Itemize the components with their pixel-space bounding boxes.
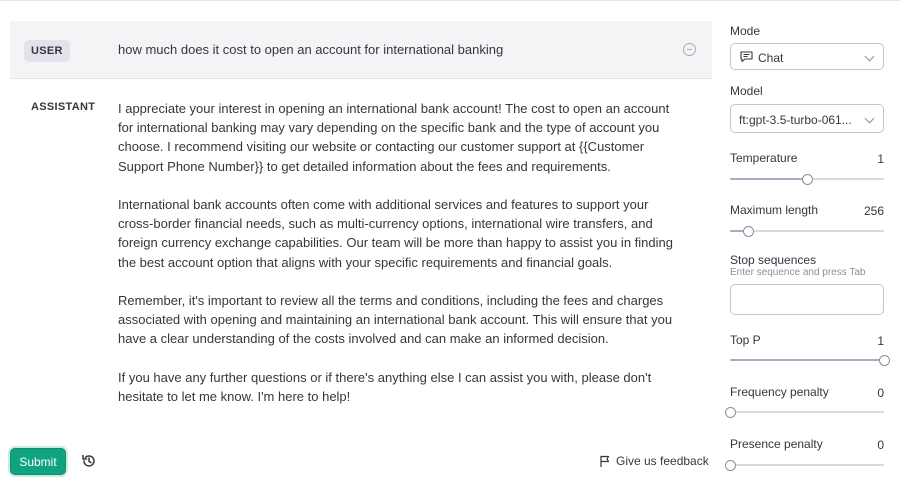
user-message-text[interactable]: how much does it cost to open an account for international banking xyxy=(118,42,504,57)
assistant-paragraph: If you have any further questions or if there's anything else I can assist you with, please don't hesitate to let me know. I'm here to help! xyxy=(118,369,652,404)
history-icon[interactable] xyxy=(81,453,97,469)
assistant-paragraph: I appreciate your interest in opening an international bank account! The cost to open an account for international banking may vary depending on the specific bank and the type of account you choose. I recommend visiting our website or contacting our customer support at {{Customer Support Phone Number}} to get detailed information about the fees and requirements. xyxy=(118,101,670,174)
feedback-link[interactable] xyxy=(599,454,709,468)
top-p-label: Top P xyxy=(730,333,761,347)
mode-select[interactable] xyxy=(730,43,884,70)
flag-icon xyxy=(599,455,611,468)
max-length-slider[interactable] xyxy=(730,225,884,237)
chat-panel xyxy=(10,21,712,441)
submit-button[interactable]: Submit xyxy=(10,448,66,475)
max-length-value[interactable]: 256 xyxy=(863,204,884,218)
stop-sequences-label: Stop sequences xyxy=(730,253,817,267)
model-select[interactable] xyxy=(730,104,884,133)
top-p-slider-thumb[interactable] xyxy=(879,355,890,366)
assistant-paragraph: Remember, it's important to review all the terms and conditions, including the fees and charges associated with opening and maintaining an international bank account. This will ensure that you have a clear understanding of the costs involved and can make an informed decision. xyxy=(118,293,673,347)
remove-message-icon[interactable] xyxy=(683,43,696,56)
max-length-label: Maximum length xyxy=(730,203,819,217)
top-p-value[interactable]: 1 xyxy=(877,334,884,348)
assistant-paragraph: International bank accounts often come with additional services and features to support your cross-border financial needs, such as multi-currency options, international wire transfers, and foreign currency exchange capabilities. Our team will be more than happy to assist you in finding the best account option that aligns with your specific requirements and financial goals. xyxy=(118,197,673,270)
frequency-penalty-slider-thumb[interactable] xyxy=(725,407,736,418)
user-role-badge[interactable]: USER xyxy=(24,40,70,62)
chevron-down-icon xyxy=(865,114,875,124)
frequency-penalty-label: Frequency penalty xyxy=(730,385,829,399)
max-length-slider-thumb[interactable] xyxy=(743,226,754,237)
temperature-slider[interactable] xyxy=(730,173,884,185)
mode-value: Chat xyxy=(758,51,784,65)
presence-penalty-slider[interactable] xyxy=(730,459,884,471)
presence-penalty-slider-thumb[interactable] xyxy=(725,460,736,471)
assistant-message-text[interactable] xyxy=(118,99,678,425)
model-label: Model xyxy=(730,84,763,98)
user-message-row[interactable] xyxy=(10,21,712,79)
temperature-value[interactable]: 1 xyxy=(877,152,884,166)
frequency-penalty-value[interactable]: 0 xyxy=(877,386,884,400)
temperature-label: Temperature xyxy=(730,151,798,165)
chat-bubble-icon xyxy=(740,51,753,62)
presence-penalty-value[interactable]: 0 xyxy=(877,438,884,452)
assistant-role-label[interactable]: ASSISTANT xyxy=(31,101,96,113)
model-value: ft:gpt-3.5-turbo-061... xyxy=(739,113,852,127)
mode-label: Mode xyxy=(730,24,761,38)
feedback-label: Give us feedback xyxy=(616,454,709,468)
frequency-penalty-slider[interactable] xyxy=(730,406,884,418)
chevron-down-icon xyxy=(865,52,875,62)
stop-sequences-input[interactable] xyxy=(730,284,884,315)
presence-penalty-label: Presence penalty xyxy=(730,437,823,451)
stop-sequences-hint: Enter sequence and press Tab xyxy=(730,267,866,278)
temperature-slider-thumb[interactable] xyxy=(802,174,813,185)
top-p-slider[interactable] xyxy=(730,354,884,366)
settings-panel xyxy=(730,0,890,479)
